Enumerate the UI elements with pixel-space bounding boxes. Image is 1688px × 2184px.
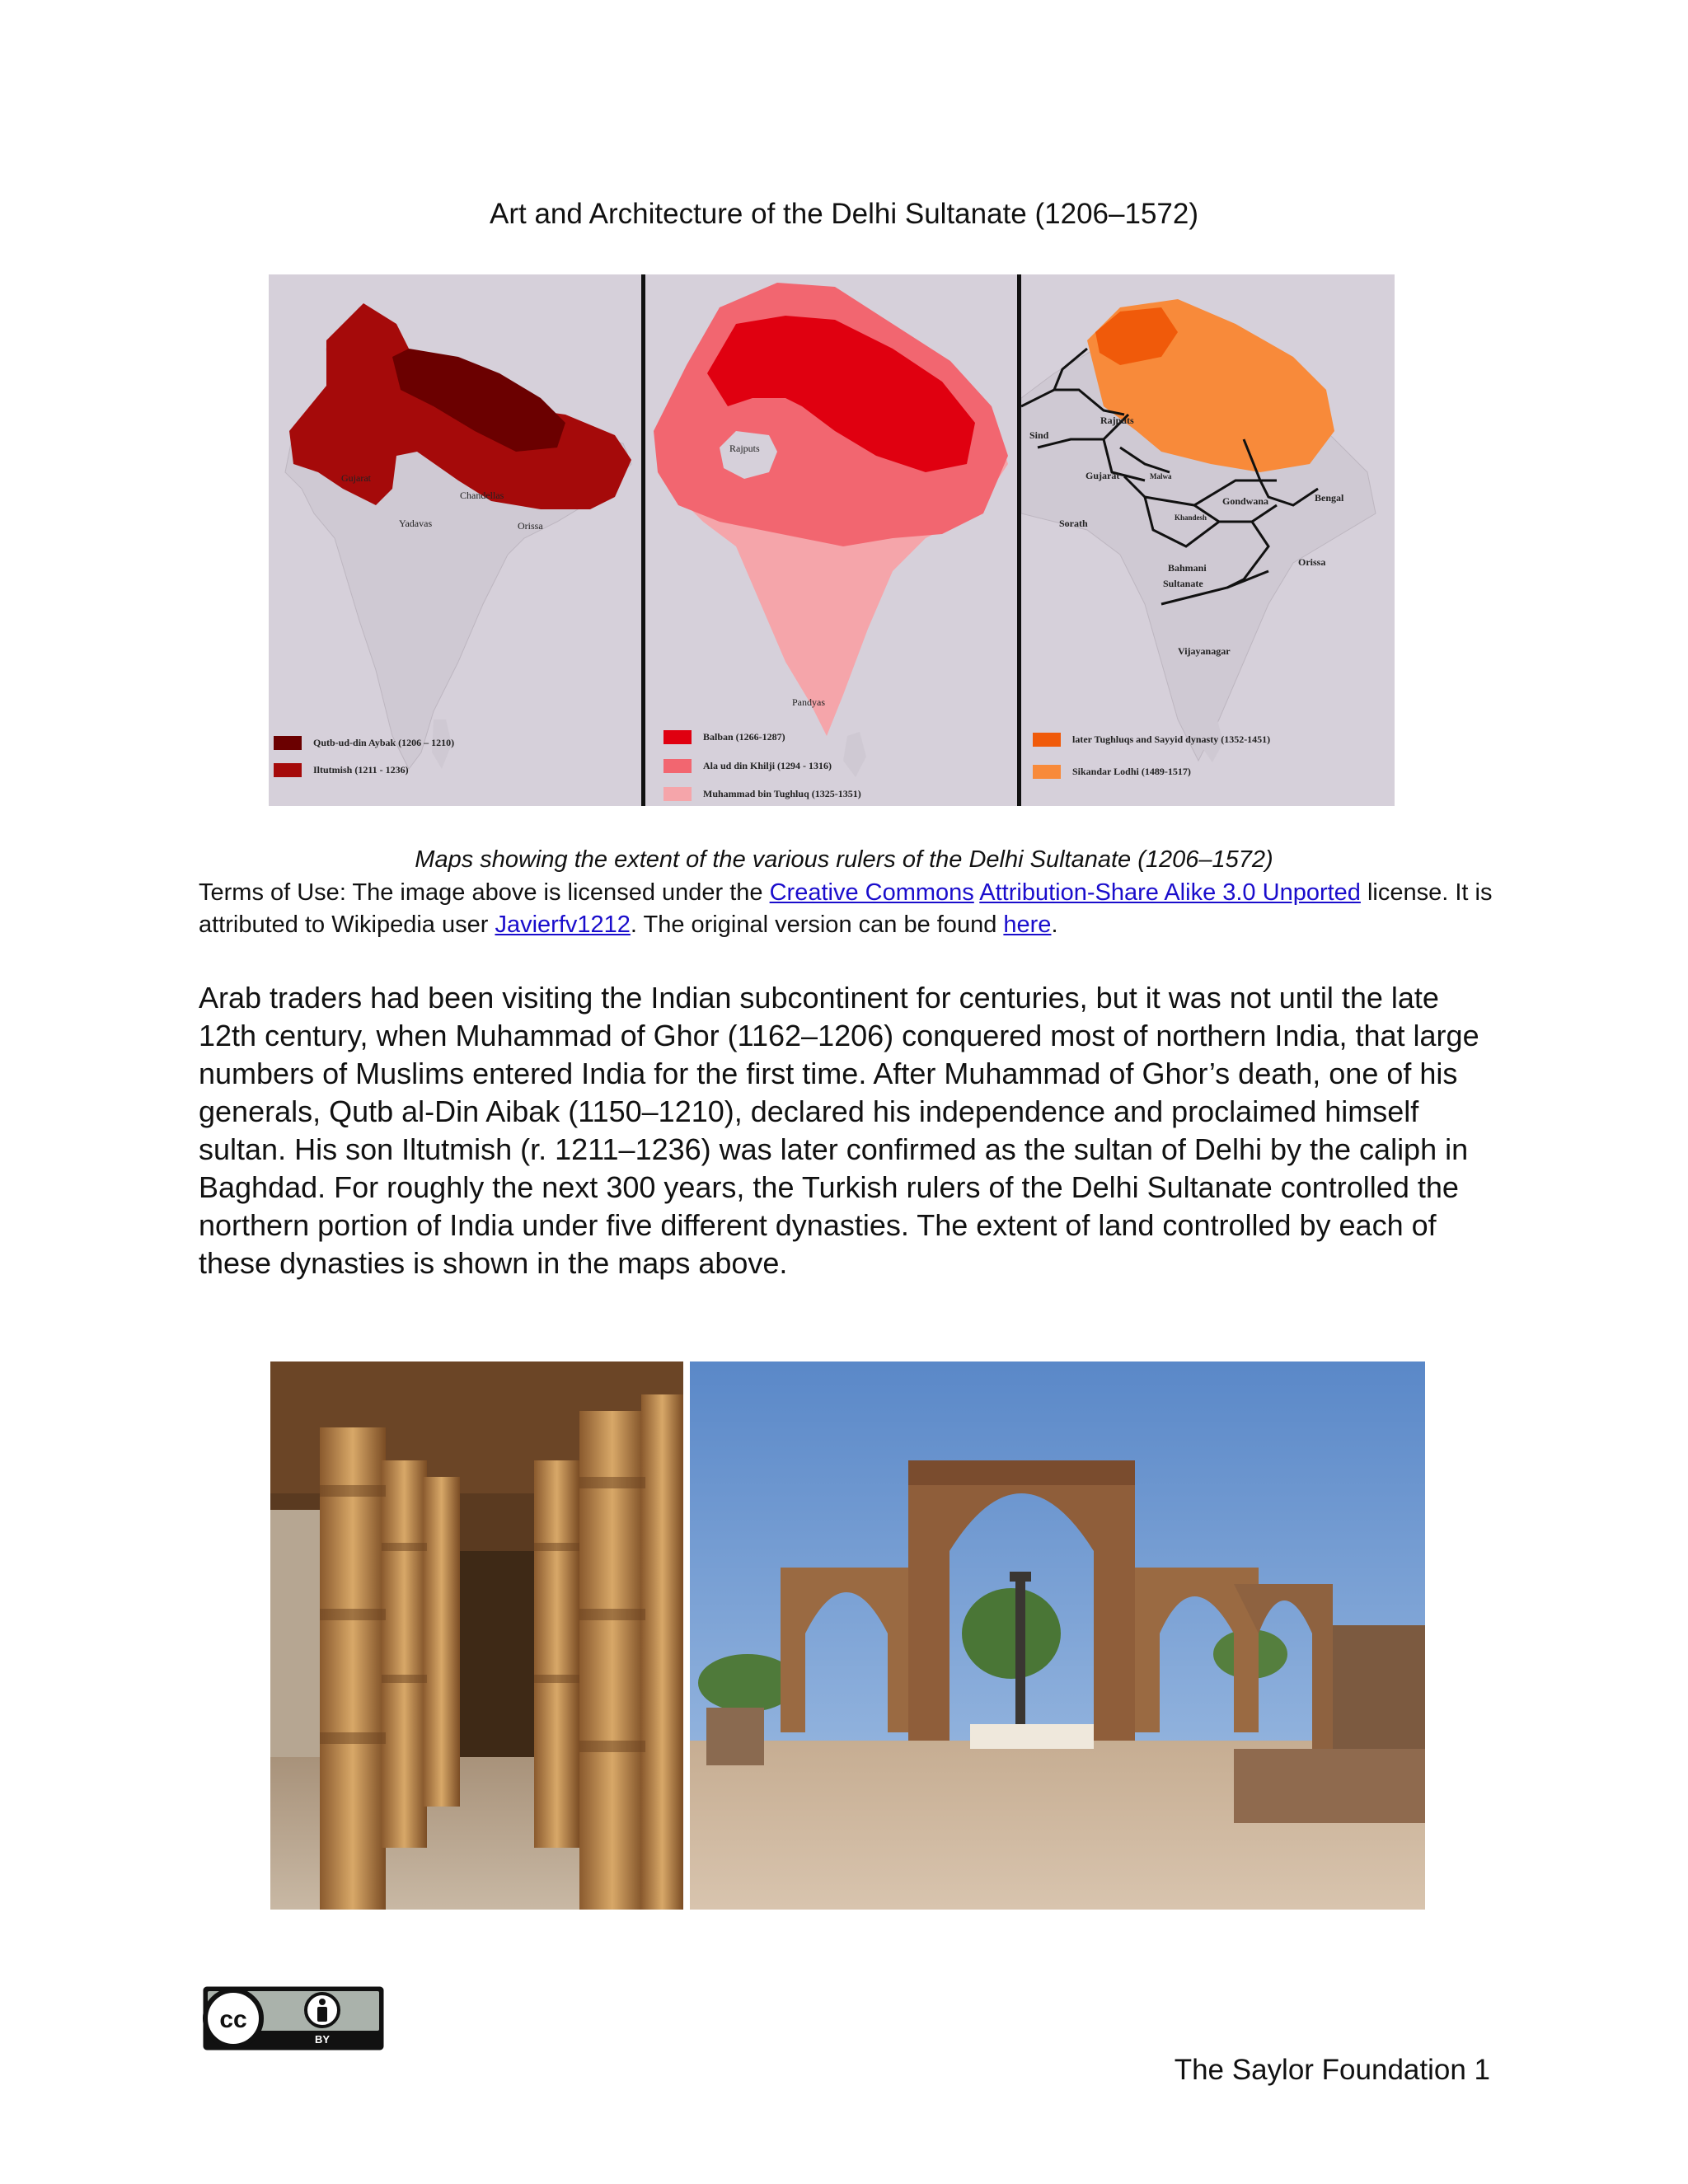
terms-mid2: . The original version can be found	[630, 912, 1004, 938]
map3-label-sultanate: Sultanate	[1163, 578, 1203, 589]
map3-label-vijayanagar: Vijayanagar	[1178, 645, 1231, 657]
legend-swatch	[663, 787, 692, 801]
legend-row	[274, 736, 454, 750]
legend-row	[274, 763, 409, 777]
legend-swatch	[663, 730, 692, 744]
legend-label: Qutb-ud-din Aybak (1206 – 1210)	[313, 737, 455, 748]
map3-label-bahmani: Bahmani	[1168, 562, 1207, 574]
map3-label-gondwana: Gondwana	[1222, 495, 1269, 507]
map3-label-rajputs: Rajputs	[1100, 415, 1134, 426]
map1-label-gujarat: Gujarat	[341, 472, 371, 484]
photo-arches-iron-pillar	[690, 1361, 1425, 1910]
sultanate-maps-figure	[269, 274, 1395, 806]
page-title: Art and Architecture of the Delhi Sultanate (1206–1572)	[490, 198, 1198, 230]
legend-label: later Tughluqs and Sayyid dynasty (1352-1451)	[1072, 733, 1271, 745]
map1-label-chandellas: Chandellas	[460, 490, 504, 501]
cc-by-license-badge[interactable]	[203, 1986, 384, 2050]
legend-label: Balban (1266-1287)	[703, 731, 785, 743]
legend-label: Sikandar Lodhi (1489-1517)	[1072, 766, 1191, 777]
map3-label-khandesh: Khandesh	[1175, 513, 1207, 522]
author-link[interactable]: Javierfv1212	[495, 912, 631, 938]
legend-swatch	[274, 736, 302, 750]
legend-label: Iltutmish (1211 - 1236)	[313, 764, 409, 776]
by-text: BY	[314, 2033, 331, 2046]
map-panel-1	[269, 274, 641, 806]
legend-row	[1033, 765, 1191, 779]
body-paragraph: Arab traders had been visiting the Indian subcontinent for centuries, but it was not until the late 12th century, when Muhammad of Ghor (1162–1206) conquered most of northern India, that large numbers of Muslims entered India for the first time. After Muhammad of Ghor’s death, one of his generals, Qutb al-Din Aibak (1150–1210), declared his independence and proclaimed himself sultan. His son Iltutmish (r. 1211–1236) was later confirmed as the sultan of Delhi by the caliph in Baghdad. For roughly the next 300 years, the Turkish rulers of the Delhi Sultanate controlled the northern portion of India under five different dynasties. The extent of land controlled by each of these dynasties is shown in the maps above.	[199, 981, 1479, 1280]
map3-label-bengal: Bengal	[1315, 492, 1344, 504]
cc-by-icon	[203, 1986, 384, 2050]
cc-text: cc	[219, 2006, 247, 2033]
legend-row	[663, 787, 861, 801]
figure-caption: Maps showing the extent of the various rulers of the Delhi Sultanate (1206–1572)	[415, 846, 1273, 873]
legend-row	[663, 730, 785, 744]
terms-mid: license. It is attributed to Wikipedia user	[199, 879, 1493, 938]
legend-row	[1033, 733, 1270, 747]
original-version-link[interactable]: here	[1003, 912, 1052, 938]
map3-label-orissa: Orissa	[1298, 556, 1326, 568]
map2-label-rajputs: Rajputs	[729, 443, 760, 454]
license-link[interactable]: Attribution-Share Alike 3.0 Unported	[979, 879, 1361, 906]
legend-swatch	[1033, 765, 1061, 779]
colonnade-image	[270, 1361, 683, 1910]
legend-swatch	[663, 759, 692, 773]
terms-prefix: Terms of Use: The image above is licensed under the	[199, 879, 770, 906]
legend-swatch	[1033, 733, 1061, 747]
terms-of-use	[199, 877, 1501, 941]
map1-label-orissa: Orissa	[518, 520, 543, 532]
photo-pillared-colonnade	[270, 1361, 683, 1910]
terms-end: .	[1051, 912, 1058, 938]
map-panel-2	[645, 274, 1017, 806]
map3-label-sorath: Sorath	[1059, 518, 1088, 529]
legend-swatch	[274, 763, 302, 777]
legend-label: Ala ud din Khilji (1294 - 1316)	[703, 760, 832, 771]
legend-row	[663, 759, 832, 773]
page-footer: The Saylor Foundation 1	[1174, 2054, 1490, 2086]
india-map-2	[645, 274, 1017, 806]
creative-commons-link[interactable]: Creative Commons	[769, 879, 974, 906]
map3-label-malwa: Malwa	[1150, 472, 1172, 480]
map2-label-pandyas: Pandyas	[792, 696, 825, 708]
map1-label-yadavas: Yadavas	[399, 518, 433, 529]
map-panel-3	[1021, 274, 1395, 806]
legend-label: Muhammad bin Tughluq (1325-1351)	[703, 788, 861, 799]
india-map-1	[269, 274, 641, 806]
map3-label-sind: Sind	[1029, 429, 1049, 441]
india-map-3	[1021, 274, 1395, 806]
arches-image	[690, 1361, 1425, 1910]
map3-label-gujarat: Gujarat	[1085, 470, 1120, 481]
